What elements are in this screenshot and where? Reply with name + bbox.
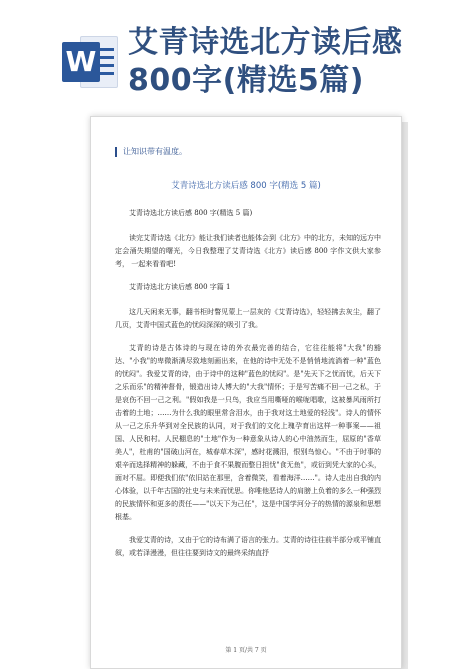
paragraph-intro: 读完艾青诗选《北方》能让我们读者也能体会到《北方》中的北方，未知的远方中定会涌失期望的曙光，今日我整理了艾青诗选《北方》读后感 800 字作文供大家参考， 一起来看看吧!	[115, 234, 381, 268]
page-number: 第 1 页/共 7 页	[225, 647, 267, 654]
paragraph-body: 我爱艾青的诗，又由于它的诗布满了语言的张力。艾青的诗往往前半部分或平铺直叙，或若泽漫漫，但往往要到诗文的最终采纳直抒	[115, 536, 381, 557]
document-body	[115, 207, 381, 570]
paragraph-body: 这几天闲来无事，翻书柜时瞥见蒙上一层灰的《艾青诗选》，轻轻拂去灰尘，翻了几页，艾青中国式蓝色的忧闷深深的吸引了我。	[115, 308, 381, 329]
paragraph-body: 艾青的诗是古体诗的与现在诗的外衣最完善的结合，它往往能将"大我"的豁达、"小我"的卑微渐满尽致地刻画出来，在他的诗中无处不是悄悄地流淌着一种"蓝色的忧闷"。我爱艾青的诗，由于诗中的这种"蓝色的忧闷"。是"先天下之忧而忧，后天下之乐而乐"的精神督骨，锻造出诗人博大的"大我"情怀；于是写苦痛不回一己之私，于是哀伤不回一己之利。"假如我是一只鸟，我应当用嘶哑的喉咙唱歌，这被暴风雨所打击着的土地；……为什么我的眼里常含泪水，由于我对这土地爱的轻浅"。诗人的情怀从一己之乐升华到对全民族的认同，对于我们的文化上瑰孕育出这样一种事案——祖国、人民和村。人民棚息的"土地"作为一种意象从诗人的心中油然而生，屈原的"香草美人"，杜甫的"国破山河在，城春草木深"，感时花溅泪，恨别鸟惊心。"不由于时事的艰辛而选择精神的躲藏，不由于食不果腹而整日担忧"食无鱼"，或衍到凭大家的心头，面对不屈。即便我们依"依旧站在那里，含着微笑，看着海洋……"。诗人走出自我的内心体验，以千年古国的社史与未来而忧思。你唯他恶诗人的肩膀上负着的多么一种强烈的民族情怀和更多的责任——"以天下为己任"，这是中国学河分子的热情的源泉和思想根基。	[115, 344, 381, 521]
header	[0, 0, 474, 112]
document-preview	[90, 116, 402, 669]
document-heading: 艾青诗选北方读后感 800 字(精选 5 篇)	[171, 181, 321, 191]
paragraph-section-heading: 艾青诗选北方读后感 800 字篇 1	[129, 283, 231, 291]
tagline: 让知识带有温度。	[115, 147, 187, 157]
paragraph-subtitle: 艾青诗选北方读后感 800 字(精选 5 篇)	[129, 209, 253, 217]
word-icon	[62, 36, 118, 88]
page-title: 艾青诗选北方读后感800字(精选5篇)	[128, 25, 403, 98]
word-letter-badge: W	[62, 42, 100, 82]
